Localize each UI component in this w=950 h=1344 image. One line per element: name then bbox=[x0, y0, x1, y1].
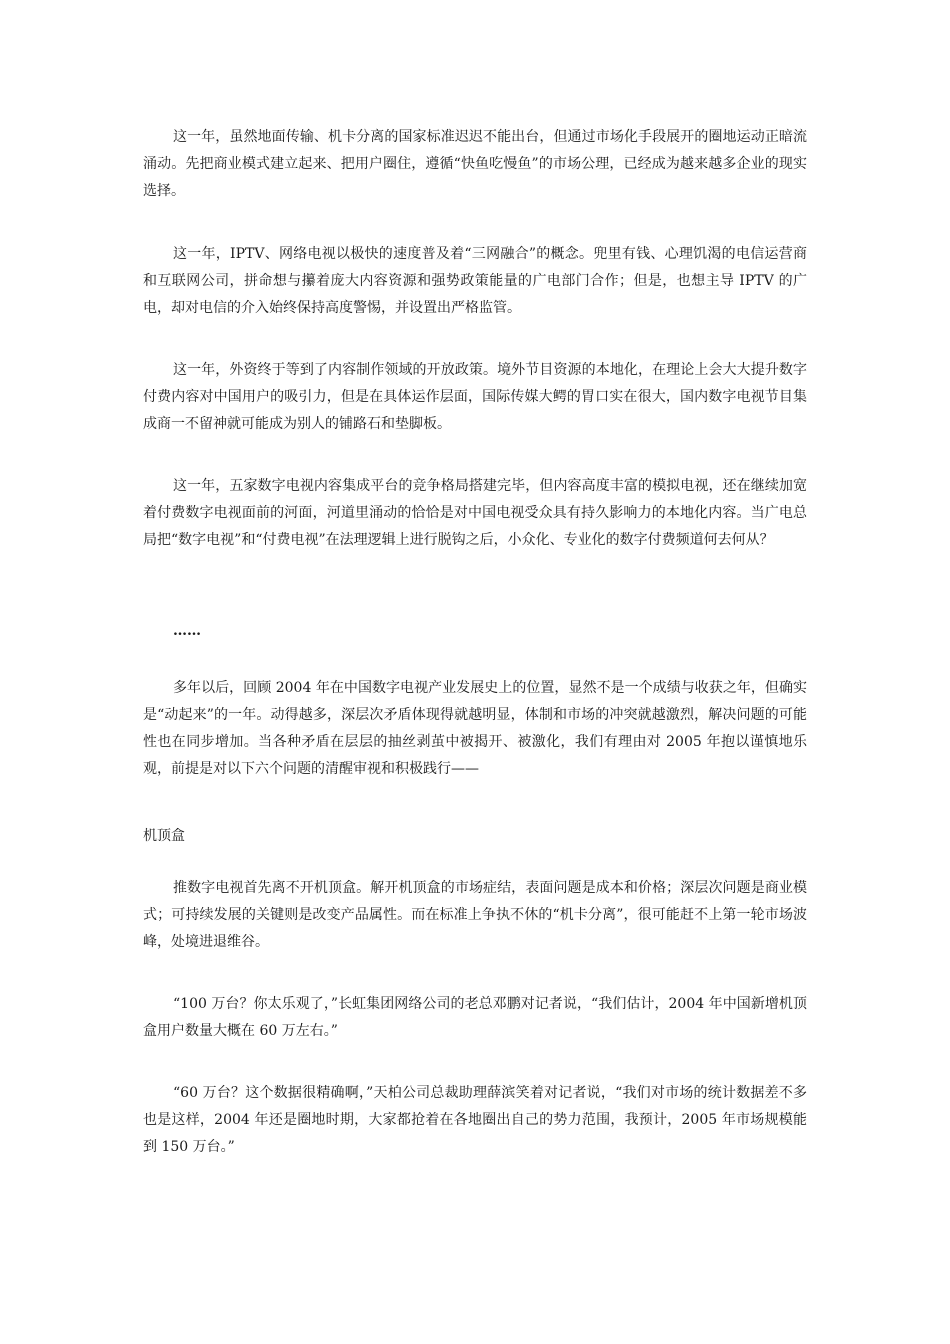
ellipsis-separator: …… bbox=[173, 623, 201, 639]
paragraph-iptv: 这一年，IPTV、网络电视以极快的速度普及着“三网融合”的概念。兜里有钱、心理饥渴的电信运营商和互联网公司，拼命想与攥着庞大内容资源和强势政策能量的广电部门合作；但是，也想主导 IPTV 的广电，却对电信的介入始终保持高度警惕，并设置出严格监管。 bbox=[143, 246, 807, 316]
paragraph-summary: 多年以后，回顾 2004 年在中国数字电视产业发展史上的位置，显然不是一个成绩与收获之年，但确实是“动起来”的一年。动得越多，深层次矛盾体现得就越明显，体制和市场的冲突就越激烈，解决问题的可能性也在同步增加。当各种矛盾在层层的抽丝剥茧中被揭开、被激化，我们有理由对 2005 年抱以谨慎地乐观，前提是对以下六个问题的清醒审视和积极践行—— bbox=[143, 680, 807, 777]
paragraph-content-platforms: 这一年，五家数字电视内容集成平台的竞争格局搭建完毕，但内容高度丰富的模拟电视，还在继续加宽着付费数字电视面前的河面，河道里涌动的恰恰是对中国电视受众具有持久影响力的本地化内容。当广电总局把“数字电视”和“付费电视”在法理逻辑上进行脱钩之后，小众化、专业化的数字付费频道何去何从？ bbox=[143, 478, 807, 548]
paragraph-quote-xue: “60 万台？这个数据很精确啊，”天柏公司总裁助理薛滨笑着对记者说，“我们对市场的统计数据差不多也是这样，2004 年还是圈地时期，大家都抢着在各地圈出自己的势力范围，我预计，2005 年市场规模能到 150 万台。” bbox=[143, 1085, 807, 1155]
paragraph-foreign-capital: 这一年，外资终于等到了内容制作领域的开放政策。境外节目资源的本地化，在理论上会大大提升数字付费内容对中国用户的吸引力，但是在具体运作层面，国际传媒大鳄的胃口实在很大，国内数字电视节目集成商一不留神就可能成为别人的铺路石和垫脚板。 bbox=[143, 362, 807, 432]
paragraph-set-top-box: 推数字电视首先离不开机顶盒。解开机顶盒的市场症结，表面问题是成本和价格；深层次问题是商业模式；可持续发展的关键则是改变产品属性。而在标准上争执不休的“机卡分离”，很可能赶不上第一轮市场波峰，处境进退维谷。 bbox=[143, 880, 807, 950]
section-heading: 机顶盒 bbox=[143, 828, 185, 844]
paragraph-quote-deng: “100 万台？你太乐观了，”长虹集团网络公司的老总邓鹏对记者说，“我们估计，2004 年中国新增机顶盒用户数量大概在 60 万左右。” bbox=[143, 996, 807, 1039]
paragraph-land-grab: 这一年，虽然地面传输、机卡分离的国家标准迟迟不能出台，但通过市场化手段展开的圈地运动正暗流涌动。先把商业模式建立起来、把用户圈住，遵循“快鱼吃慢鱼”的市场公理，已经成为越来越多企业的现实选择。 bbox=[143, 129, 807, 199]
